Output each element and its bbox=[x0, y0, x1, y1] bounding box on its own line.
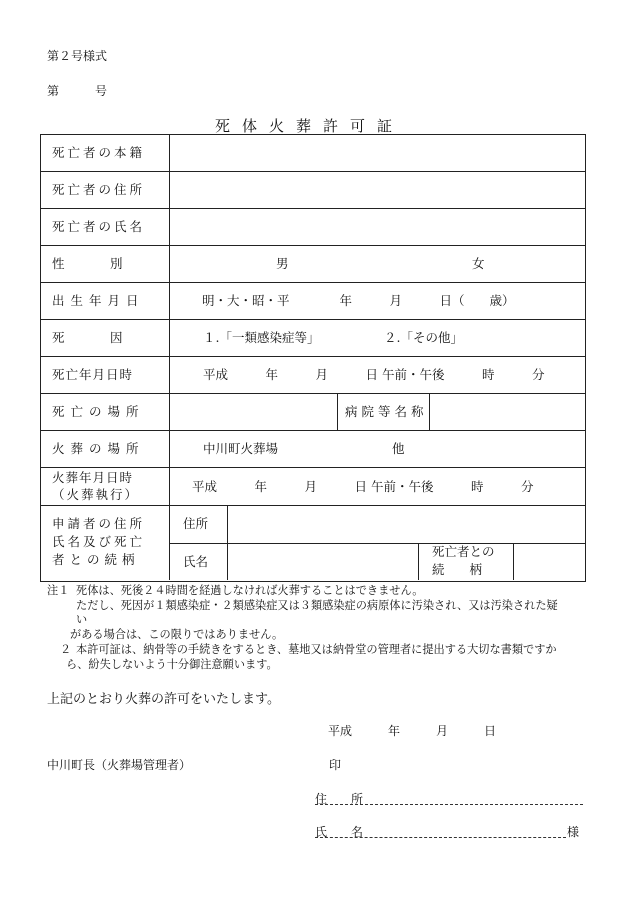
permit-statement: 上記のとおり火葬の許可をいたします。 bbox=[47, 692, 280, 707]
label-hospital-name: 病院等名称 bbox=[345, 404, 428, 419]
applicant-name-label: 氏名 bbox=[183, 554, 209, 569]
issue-date: 平成 年 月 日 bbox=[328, 724, 497, 738]
serial-number-line: 第 号 bbox=[47, 84, 108, 98]
cause-option-1: １.「一類感染症等」 bbox=[203, 330, 320, 345]
label-cremation-execution: （火葬執行） bbox=[52, 487, 140, 502]
label-applicant-2: 氏名及び死亡 bbox=[52, 534, 146, 549]
recipient-address-label: 住 所 bbox=[315, 792, 364, 806]
note-1-head: 注１ bbox=[47, 584, 70, 597]
label-applicant-3: 者との続柄 bbox=[52, 552, 140, 567]
label-cremation-datetime: 火葬年月日時 bbox=[52, 470, 134, 485]
sex-male: 男 bbox=[276, 256, 289, 271]
label-address: 死亡者の住所 bbox=[52, 182, 146, 197]
note-1-a: 死体は、死後２４時間を経過しなければ火葬することはできません。 bbox=[76, 584, 424, 597]
cremation-place-other: 他 bbox=[392, 441, 405, 456]
name-line bbox=[315, 837, 566, 838]
label-sex: 性 別 bbox=[52, 256, 125, 271]
birthdate-value: 明・大・昭・平 年 月 日（ 歳） bbox=[202, 293, 515, 308]
address-line bbox=[315, 804, 583, 805]
seal-mark: 印 bbox=[329, 758, 342, 772]
label-cremation-place: 火葬の場所 bbox=[52, 441, 145, 456]
note-1-b: ただし、死因が１類感染症・２類感染症又は３類感染症の病原体に汚染され、又は汚染された疑 bbox=[76, 599, 558, 612]
permit-table bbox=[40, 134, 586, 582]
note-2-b: ら、紛失しないよう十分御注意願います。 bbox=[66, 658, 278, 671]
death-datetime-value: 平成 年 月 日 午前・午後 時 分 bbox=[203, 367, 545, 382]
label-death-place: 死亡の場所 bbox=[52, 404, 145, 419]
note-1-c: い bbox=[76, 613, 88, 626]
label-death-datetime: 死亡年月日時 bbox=[52, 367, 134, 382]
label-honseki: 死亡者の本籍 bbox=[52, 145, 146, 160]
cremation-place-value: 中川町火葬場 bbox=[203, 441, 279, 456]
applicant-address-label: 住所 bbox=[183, 516, 209, 531]
cremation-datetime-value: 平成 年 月 日 午前・午後 時 分 bbox=[192, 479, 534, 494]
page-title: 死体火葬許可証 bbox=[215, 117, 405, 135]
label-name: 死亡者の氏名 bbox=[52, 219, 146, 234]
form-number: 第２号様式 bbox=[47, 49, 108, 63]
note-2-head: ２ bbox=[60, 643, 72, 656]
relation-label-1: 死亡者との bbox=[432, 544, 495, 559]
label-birthdate: 出生年月日 bbox=[52, 293, 145, 308]
sex-female: 女 bbox=[472, 256, 485, 271]
label-applicant-1: 申請者の住所 bbox=[52, 516, 146, 531]
honorific: 様 bbox=[567, 825, 580, 839]
issuer-title: 中川町長（火葬場管理者） bbox=[47, 758, 192, 772]
note-1-d: がある場合は、この限りではありません。 bbox=[70, 628, 284, 641]
label-cause: 死 因 bbox=[52, 330, 125, 345]
cause-option-2: ２.「その他」 bbox=[384, 330, 463, 345]
recipient-name-label: 氏 名 bbox=[315, 825, 364, 839]
relation-label-2: 続 柄 bbox=[432, 562, 483, 577]
note-2-a: 本許可証は、納骨等の手続きをするとき、墓地又は納骨堂の管理者に提出する大切な書類ですか bbox=[76, 643, 557, 656]
